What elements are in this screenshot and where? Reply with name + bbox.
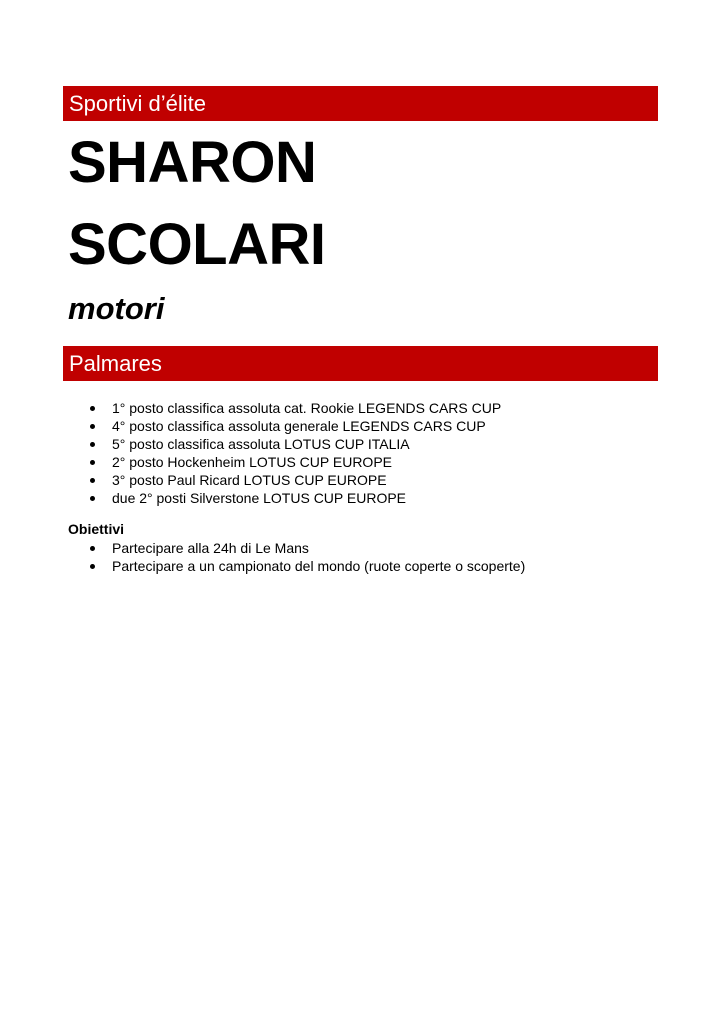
goal-item-text: Partecipare a un campionato del mondo (ruote coperte o scoperte) — [112, 558, 526, 574]
category-banner — [63, 86, 658, 121]
palmares-item-text: 3° posto Paul Ricard LOTUS CUP EUROPE — [112, 472, 387, 488]
goal-item — [0, 539, 525, 557]
sport-subtitle: motori — [68, 291, 165, 326]
category-label: Sportivi d’élite — [69, 91, 206, 116]
bullet-icon — [90, 406, 95, 411]
palmares-item — [0, 435, 501, 453]
palmares-heading: Palmares — [69, 351, 162, 376]
palmares-item-text: 2° posto Hockenheim LOTUS CUP EUROPE — [112, 454, 392, 470]
bullet-icon — [90, 460, 95, 465]
bullet-icon — [90, 424, 95, 429]
goals-list — [0, 539, 525, 575]
bullet-icon — [90, 496, 95, 501]
bullet-icon — [90, 442, 95, 447]
palmares-item-text: 1° posto classifica assoluta cat. Rookie LEGENDS CARS CUP — [112, 400, 502, 416]
palmares-item-text: 4° posto classifica assoluta generale LEGENDS CARS CUP — [112, 418, 486, 434]
goal-item-text: Partecipare alla 24h di Le Mans — [112, 540, 309, 556]
palmares-item-text: 5° posto classifica assoluta LOTUS CUP ITALIA — [112, 436, 410, 452]
bullet-icon — [90, 564, 95, 569]
palmares-item — [0, 399, 501, 417]
athlete-last-name: SCOLARI — [68, 212, 326, 277]
goal-item — [0, 557, 525, 575]
goals-heading: Obiettivi — [68, 521, 125, 537]
athlete-first-name: SHARON — [68, 130, 317, 195]
palmares-banner — [63, 346, 658, 381]
palmares-item — [0, 453, 501, 471]
bullet-icon — [90, 546, 95, 551]
bullet-icon — [90, 478, 95, 483]
palmares-item — [0, 417, 501, 435]
palmares-item — [0, 471, 501, 489]
palmares-list — [0, 399, 501, 507]
palmares-item-text: due 2° posti Silverstone LOTUS CUP EUROPE — [112, 490, 407, 506]
palmares-item — [0, 489, 501, 507]
